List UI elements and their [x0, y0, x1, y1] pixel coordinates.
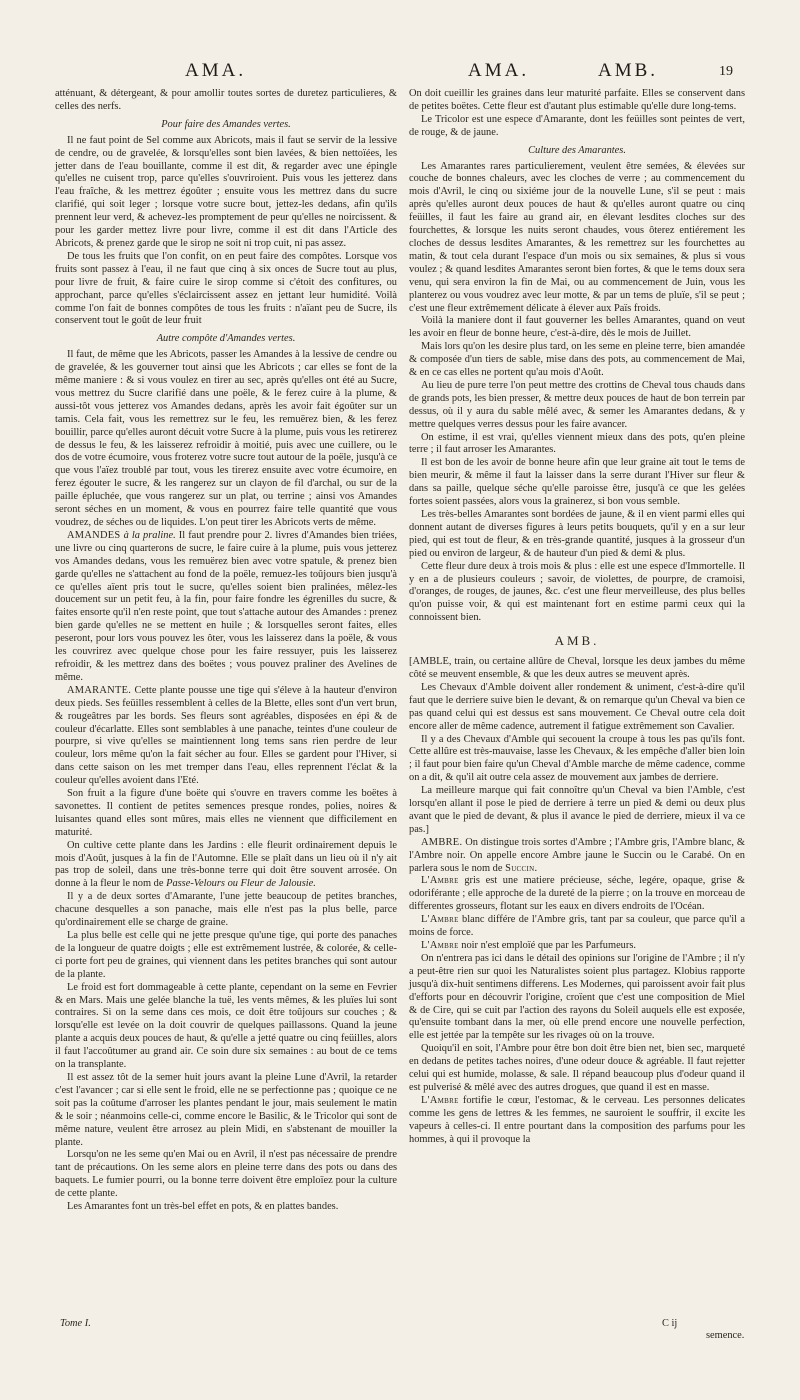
- term-lead: L'Ambre: [421, 1094, 459, 1106]
- header-middle: AMA.: [468, 60, 530, 81]
- section-heading: Autre compôte d'Amandes vertes.: [156, 333, 296, 345]
- paragraph: On n'entrera pas ici dans le détail des opinions sur l'origine de l'Ambre ; il n'y a peut-être rien sur quoi les Naturalistes soient plus partagez. Klobius rapporte jusqu'à dix-huit sentimens differens. Les Modernes, qui paroissent avoir fait plus d'efforts pour en découvrir l'origine, croïent que c'est une composition de Miel & de Cire, qui se cuit par l'action des rayons du Soleil auquels elle est exposée, qu'ensuite tombant dans la mer, où elle prend encore une nouvelle perfection, elle est jettée par la tempête sur les rivages où on la trouve.: [409, 952, 745, 1042]
- paragraph: Les Amarantes font un très-bel effet en pots, & en plattes bandes.: [67, 1201, 339, 1213]
- paragraph: Les Chevaux d'Amble doivent aller rondement & uniment, c'est-à-dire qu'il faut que le derriere suive bien le devant, & on remarque qu'un Cheval va bien ce pas quand celui qui est dessus est sans mouvement. Ce Cheval outre cela doit encore aller de même cadence, autrement il fatigue extrêmement son Cavalier.: [409, 681, 745, 732]
- paragraph-text: blanc différe de l'Ambre gris, tant par sa couleur, que parce qu'il a moins de force.: [409, 914, 745, 939]
- header-right: AMB.: [598, 60, 659, 81]
- entry-ambre: [409, 837, 745, 876]
- left-column: [55, 88, 397, 1214]
- paragraph: [409, 940, 745, 953]
- volume-label: Tome I.: [60, 1318, 91, 1329]
- paragraph: Il y a de deux sortes d'Amarante, l'une jette beaucoup de petites branches, chacune desquelles a son panache, mais elle n'est pas la plus belle, parce qu'ordinairement elle se charge de graine.: [55, 891, 397, 929]
- paragraph: [55, 840, 397, 892]
- term-lead: L'Ambre: [421, 940, 459, 951]
- paragraph: Quoiqu'il en soit, l'Ambre pour être bon doit être bien net, bien sec, marqueté en dedans de petites taches noires, d'une odeur douce & agréable. Il faut rejetter celui qui est humide, molasse, & sale. Il répand beaucoup plus d'odeur quand il est pulverisé & mêlé avec des autres drogues, que quand il est en masse.: [409, 1043, 745, 1093]
- entry-amble: [AMBLE, train, ou certaine allûre de Cheval, lorsque les deux jambes du même côté se meuvent ensemble, & que les deux autres se meuvent après.: [409, 656, 745, 680]
- paragraph-text: noir n'est emploïé que par les Parfumeurs.: [458, 940, 636, 951]
- paragraph: Son fruit a la figure d'une boëte qui s'ouvre en travers comme les boëtes à savonettes. Il contient de petites semences presque rondes, polies, noires & luisantes quand elles sont mûres, mais elles ne viennent que difficilement en maturité.: [55, 788, 397, 838]
- entry-amandes-praline: [55, 530, 397, 685]
- signature-mark: C ij: [662, 1318, 678, 1329]
- entry-headword: AMARANTE.: [67, 684, 132, 696]
- entry-amarante: [55, 685, 397, 788]
- entry-text: Il faut prendre pour 2. livres d'Amandes bien triées, une livre ou cinq quarterons de sucre, le faire cuire à la plume, puis vous jetterez vos Amandes dedans, vous les remuërez bien avec votre spatule, & prenez bien garde qu'elles ne s'attachent au fond de la poële, remuez-les toûjours bien jusqu'à ce qu'elles aïent pris tout le sucre, qu'elles soient bien pralinées, mêlez-les doucement sur un petit feu, à la fin, pour faire fondre les égrenilles du sucre, & faites ensorte qu'il n'en reste point, que tout s'attache autour des Amandes : prenez bien garde qu'elles ne se mettent en huile ; & lorsquelles seront faites, elles peseront, pour lors vous pouvez les ôter, vous les laisserez dans la poële, & vous les couvrirez avec quelque chose pour les faire ressuyer, puis les laisserez refroidir, & les mettrez dans des boëtes ; vous pouvez praliner des Avelines de même.: [55, 529, 397, 683]
- paragraph: Les Amarantes rares particulierement, veulent être semées, & élevées sur couche de bonnes chaleurs, avec les cloches de verre ; au commencement du mois d'Avril, le cinq ou sixiéme jour de la nouvelle Lune, s'il se peut : mais après qu'elles auront deux pouces de haut & qu'elles auront quatre ou cinq feüilles, il faut les faire au grand air, en élevant lesdites cloches sur des fourchettes, & lorsque les nuits seront chaudes, vous ôterez entiérement les cloches de dessus lesdites Amarantes, & les remettrez sur les fourchettes au matin, & tout cela durant l'espace d'un mois ou six semaines, & plus si vous voulez ; & quand lesdites Amarantes seront bien fortes, & que le tems doux sera venu, qui sera environ la fin de Mai, ou au commencement de Juin, vous les planterez ou vous voudrez avec leur motte, & par un tems de pluïe, s'il se peut ; c'est une fleur extrêmement délicate à élever aux Païs froids.: [409, 160, 745, 314]
- paragraph: On estime, il est vrai, qu'elles viennent mieux dans des pots, qu'en pleine terre ; il faut arroser les Amarantes.: [409, 431, 745, 456]
- paragraph: Il y a des Chevaux d'Amble qui secouent la croupe à tous les pas qu'ils font. Cette allûre est très-mauvaise, lasse les Chevaux, & les empêche d'aller bien loin ; il faut pour bien faire qu'un Cheval d'Amble marche de même cadence, comme on a dit, & qu'il ait outre cela assez de mouvement aux jambes de derriere.: [409, 733, 745, 784]
- paragraph: Au lieu de pure terre l'on peut mettre des crottins de Cheval tous chauds dans de grands pots, les bien presser, & mettre deux pouces de haut de bon terrein par dessus, où il y aura du sable mêlé avec, & semer les Amarantes dedans, & y mettre quelques verres dessus pour les faire avancer.: [409, 379, 745, 430]
- paragraph: On doit cueillir les graines dans leur maturité parfaite. Elles se conservent dans de petites boëtes. Cette fleur est d'autant plus estimable qu'elle dure long-tems.: [409, 88, 745, 112]
- paragraph: Voilà la maniere dont il faut gouverner les belles Amarantes, quand on veut les avoir en fleur de bonne heure, c'est-à-dire, dès le mois de Juillet.: [409, 315, 745, 340]
- section-title-amb: AMB.: [554, 633, 600, 649]
- paragraph: Les très-belles Amarantes sont bordées de jaune, & il en vient parmi elles qui donnent autant de diverses figures à leurs petits bouquets, qu'il y en a sur leur pied, qui est tout de fleur, & en très-grande quantité, jusques à la grosseur d'un pied ou environ de largeur, & de hauteur d'un pied & demi & plus.: [409, 509, 745, 559]
- paragraph: Il est assez tôt de la semer huit jours avant la pleine Lune d'Avril, la retarder c'est l'avancer ; car si elle sent le froid, elle ne se perfectionne pas ; quoique ce ne soit pas la coûtume d'arroser les plantes pendant le jour, mais seulement le matin & le soir ; néanmoins celle-ci, comme encore le Basilic, & le Tricolor qui sont de même nature, veulent être arrosez au plein Midi, en s'abstenant de mouiller la plante.: [55, 1071, 397, 1148]
- paragraph: Le froid est fort dommageable à cette plante, cependant on la seme en Fevrier & en Mars. Mais une gelée blanche la tuë, les vents mêmes, & les pluïes lui sont contraires. Si on la seme dans ces mois, ce doit être toûjours sur couches ; & lorsqu'elle est levée on la doit couvrir de quelques paillassons. Quand la jeune plante a acquis deux pouces de haut, & qu'elle a jetté quatre ou cinq feüilles, alors il faut l'accoûtumer au grand air. Ce soin dure six semaines : au bout de ce tems on la transplante.: [55, 981, 397, 1071]
- paragraph: La plus belle est celle qui ne jette presque qu'une tige, qui porte des panaches de la longueur de quatre doigts ; elle est extrêmement lustrée, & colorée, & celle-ci porte fort peu de graines, qui viennent dans les petites branches qui sont autour de la plante.: [55, 930, 397, 980]
- term-lead: L'Ambre: [421, 875, 459, 887]
- paragraph: [409, 1095, 745, 1147]
- paragraph-text: gris est une matiere précieuse, séche, legére, opaque, grise & odoriférante ; elle approche de la dureté de la pierre ; on la trouve en morceau de differentes grosseurs, flotant sur les eaux en divers endroits de l'Océan.: [409, 875, 745, 913]
- section-heading: Pour faire des Amandes vertes.: [161, 118, 291, 130]
- paragraph: atténuant, & détergeant, & pour amollir toutes sortes de duretez particulieres, & celles des nerfs.: [55, 88, 397, 112]
- paragraph-text: fortifie le cœur, l'estomac, & le cerveau. Les personnes delicates comme les gens de lettres & les femmes, ne sauroient le souffrir, il excite les vapeurs à celles-ci. Il entre pourtant dans la composition des parfums pour les hommes, à qui il provoque la: [409, 1094, 745, 1145]
- catchword: semence.: [706, 1330, 745, 1341]
- entry-subtitle: à la praline.: [123, 529, 176, 541]
- paragraph: De tous les fruits que l'on confit, on en peut faire des compôtes. Lorsque vos fruits sont passez à l'eau, il ne faut que cinq à six onces de Sucre tout au plus, pour livre de fruit, & faire cuire le sirop comme si c'étoit des confitures, ou approchant, parce qu'elles s'éclaircissent assez en jettant leur humidité. Voilà comme l'on fait de bonnes compôtes de tous les fruits : n'aïant peu de Sucre, ils conservent tout le goût de leur fruit: [55, 250, 397, 327]
- entry-headword: AMBRE.: [421, 836, 463, 848]
- term-lead: L'Ambre: [421, 914, 459, 926]
- paragraph: Il ne faut point de Sel comme aux Abricots, mais il faut se servir de la lessive de cendre, ou de gravelée, & lorsqu'elles sont bien lavées, & bien nettoïées, les jetter dans de l'eau bouillante, comme il est dit, & regarder avec une épingle qu'elles ne cuisent trop, parce qu'elles s'ouvriroient. Puis vous les jetterez dans l'eau fraîche, & les mettrez égoûter ; ensuite vous les mettrez dans du sucre clarifié, qui soit leger ; lorsque votre sucre bout, jettez-les dedans, afin qu'ils prennent leur verd, & achevez-les promptement de peur qu'elles ne noircissent. & pour les garder mettez livre pour livre, comme il est dit dans l'Article des Abricots, & prenez garde que le sirop ne soit ni trop cuit, ni pas assez.: [55, 134, 397, 249]
- paragraph: Le Tricolor est une espece d'Amarante, dont les feüilles sont peintes de vert, de rouge, & de jaune.: [409, 113, 745, 138]
- header-left: AMA.: [185, 60, 247, 81]
- cross-reference: Succin.: [505, 862, 538, 874]
- entry-headword: AMANDES: [67, 529, 121, 541]
- paragraph-italic: Passe-Velours ou Fleur de Jalousie.: [166, 878, 316, 890]
- page-number: 19: [719, 64, 733, 79]
- paragraph: Cette fleur dure deux à trois mois & plus : elle est une espece d'Immortelle. Il y en a de plusieurs couleurs ; savoir, de violettes, de pourpre, de cramoisi, d'oranges, de rouges, de jaunes, &c. c'est une fleur merveilleuse, des plus belles qu'on puisse voir, & qui est maintenant fort en estime parmi ceux qui la connoissent bien.: [409, 560, 745, 624]
- paragraph: Il est bon de les avoir de bonne heure afin que leur graine ait tout le tems de bien meurir, & même il faut la laisser dans la serre durant l'Hiver sur fleur & dans sa paille, quelque séche qu'elle paroisse être, jusqu'à ce que les gelées fortes soient passées, alors vous la grainerez, si bon vous semble.: [409, 457, 745, 508]
- paragraph-text: On cultive cette plante dans les Jardins : elle fleurit ordinairement depuis le mois d'Août, jusques à la fin de l'Automne. Elle se plaît dans un lieu où il n'y ait pas trop de soleil, dans une très-bonne terre qui doit être souvent arrosée. On donne à la fleur le nom de: [55, 839, 397, 890]
- paragraph: [409, 875, 745, 914]
- paragraph: [409, 914, 745, 940]
- paragraph: Mais lors qu'on les desire plus tard, on les seme en pleine terre, bien amandée & composée d'un tiers de sable, mise dans des pots, au commencement de Mai, & en ce cas elles ne portent qu'au mois d'Août.: [409, 341, 745, 379]
- section-heading: Culture des Amarantes.: [528, 144, 626, 156]
- entry-text: On distingue trois sortes d'Ambre ; l'Ambre gris, l'Ambre blanc, & l'Ambre noir. On appelle encore Ambre jaune le Succin ou le Carabé. On en parlera sous le nom de: [409, 836, 745, 874]
- paragraph: Lorsqu'on ne les seme qu'en Mai ou en Avril, il n'est pas nécessaire de prendre tant de précautions. On les seme alors en pleine terre dans des pots ou dans des baquets. Le fumier pourri, ou la bonne terre doivent être emploïez pour la culture de cette plante.: [55, 1149, 397, 1200]
- running-header: [0, 60, 800, 90]
- paragraph: Il faut, de même que les Abricots, passer les Amandes à la lessive de cendre ou de gravelée, & les gouverner tout ainsi que les Abricots ; car elles se font de la même maniere : & si vous voulez en tirer au sec, après qu'elles ont été au Sucre, vous mettrez du Sucre clarifié dans une poële, & le ferez cuire à la plume, & aussi-tôt vous jetterez vos Amandes dedans, après les avoir fait égoûter sur un tamis. Cela fait, vous les remettrez sur le feu, les remuërez bien, & les ferez bouillir, parce qu'elles auront décuit votre Sucre à la plume, puis vous les retirerez de dessus le feu, & les laisserez refroidir à moitié, puis avec une cuillere, ou le dos de votre écumoire, vous froterez votre sucre tout autour de la poële, jusqu'à ce que vous l'aïez troublé par tout, vous les tirerez ensuite avec votre écumoire, en ferez égouter le sucre, & les rangerez sur un clayon de fil d'archal, ou sur de la paille épluchée, que vous rangerez sur un plat, ou terrine ; ainsi vos Amandes seront séches en un moment, & vous en pourrez faire telle quantité que vous voudrez, de séches ou de liquides. L'on peut tirer les Abricots verts de même.: [55, 349, 397, 528]
- right-column: [409, 88, 745, 1147]
- paragraph: La meilleure marque qui fait connoître qu'un Cheval va bien l'Amble, c'est lorsqu'en allant il pose le pied de derriere à terre un pied & demi ou deux plus avant que le pied de devant, & plus il avance le pied de derriere, mieux il va ce pas.]: [409, 785, 745, 835]
- entry-text: Cette plante pousse une tige qui s'éleve à la hauteur d'environ deux pieds. Ses feüilles ressemblent à celles de la Blette, elles sont d'un vert brun, & rougeâtres par les bords. Ses fleurs sont agréables, disposées en épi & de couleur d'écarlatte. Elles sont semblables à une panache, teintes d'une couleur de pourpre, si vive qu'elles se maintiennent long tems sans rien perdre de leur couleur, lors même qu'on la fait sécher au four. Elles se gardent pour l'Hiver, si dans cette saison on les met tremper dans l'eau, elles reprennent l'éclat & la couleur qu'elles avoient dans l'Eté.: [55, 684, 397, 787]
